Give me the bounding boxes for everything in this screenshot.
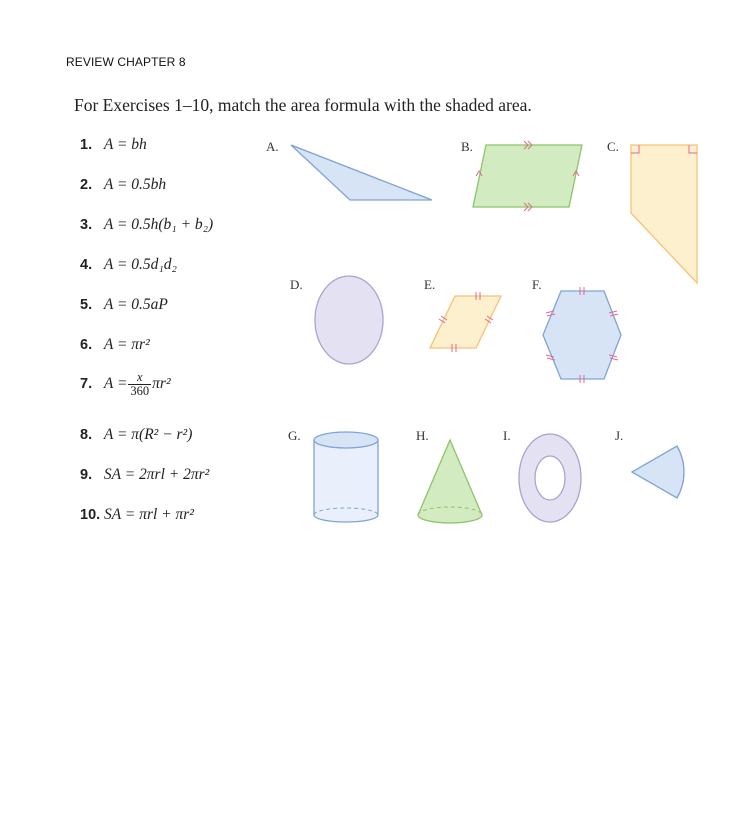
- figure-e-rhombus: [430, 292, 501, 352]
- fraction-denominator: 360: [130, 384, 150, 398]
- figure-label-b: B.: [461, 139, 473, 154]
- exercise-formula: A = π(R² − r²): [103, 426, 193, 443]
- figure-g-cylinder: [314, 432, 378, 522]
- exercise-number: 9.: [80, 467, 93, 483]
- figure-b-parallelogram: [473, 141, 582, 211]
- exercise-formula-suffix: πr²: [152, 375, 171, 393]
- figure-h-cone: [418, 440, 482, 523]
- figure-label-h: H.: [416, 428, 429, 443]
- figure-label-d: D.: [290, 277, 303, 292]
- exercise-formula: SA = 2πrl + 2πr²: [103, 466, 210, 483]
- exercise-formula: A = 0.5h(b₁ + b₂): [103, 216, 214, 233]
- exercise-number: 3.: [80, 217, 93, 233]
- exercise-number: 5.: [80, 297, 93, 313]
- figure-label-c: C.: [607, 139, 619, 154]
- figure-i-annulus: [519, 434, 581, 522]
- exercise-formula: A = πr²: [103, 336, 150, 353]
- fraction-numerator: x: [128, 371, 151, 385]
- exercise-formula: A = 0.5bh: [103, 176, 167, 193]
- exercise-number: 1.: [80, 137, 93, 153]
- page-header: REVIEW CHAPTER 8: [66, 55, 186, 69]
- figure-d-circle: [315, 276, 383, 364]
- exercise-formula-prefix: A =: [103, 375, 128, 393]
- exercise-number: 2.: [80, 177, 93, 193]
- exercise-number: 6.: [80, 337, 93, 353]
- figure-label-f: F.: [532, 277, 542, 292]
- figure-label-a: A.: [266, 139, 279, 154]
- exercise-formula: A = 0.5d₁d₂: [103, 256, 177, 273]
- figure-f-hexagon: [543, 287, 621, 383]
- figure-label-j: J.: [615, 428, 624, 443]
- exercise-number: 8.: [80, 427, 93, 443]
- exercise-formula: A = 0.5aP: [103, 296, 168, 313]
- exercise-number: 4.: [80, 257, 93, 273]
- instructions: For Exercises 1–10, match the area formula with the shaded area.: [74, 95, 532, 115]
- figure-label-g: G.: [288, 428, 301, 443]
- figure-a-triangle: [291, 145, 432, 200]
- figure-j-sector: [632, 446, 684, 498]
- figure-c-trapezoid: [631, 145, 697, 283]
- exercise-number: 7.: [80, 376, 93, 393]
- exercise-formula: A = bh: [103, 136, 147, 153]
- exercise-number: 10.: [80, 507, 101, 523]
- exercise-formula: SA = πrl + πr²: [104, 506, 194, 523]
- figure-label-i: I.: [503, 428, 511, 443]
- figure-label-e: E.: [424, 277, 436, 292]
